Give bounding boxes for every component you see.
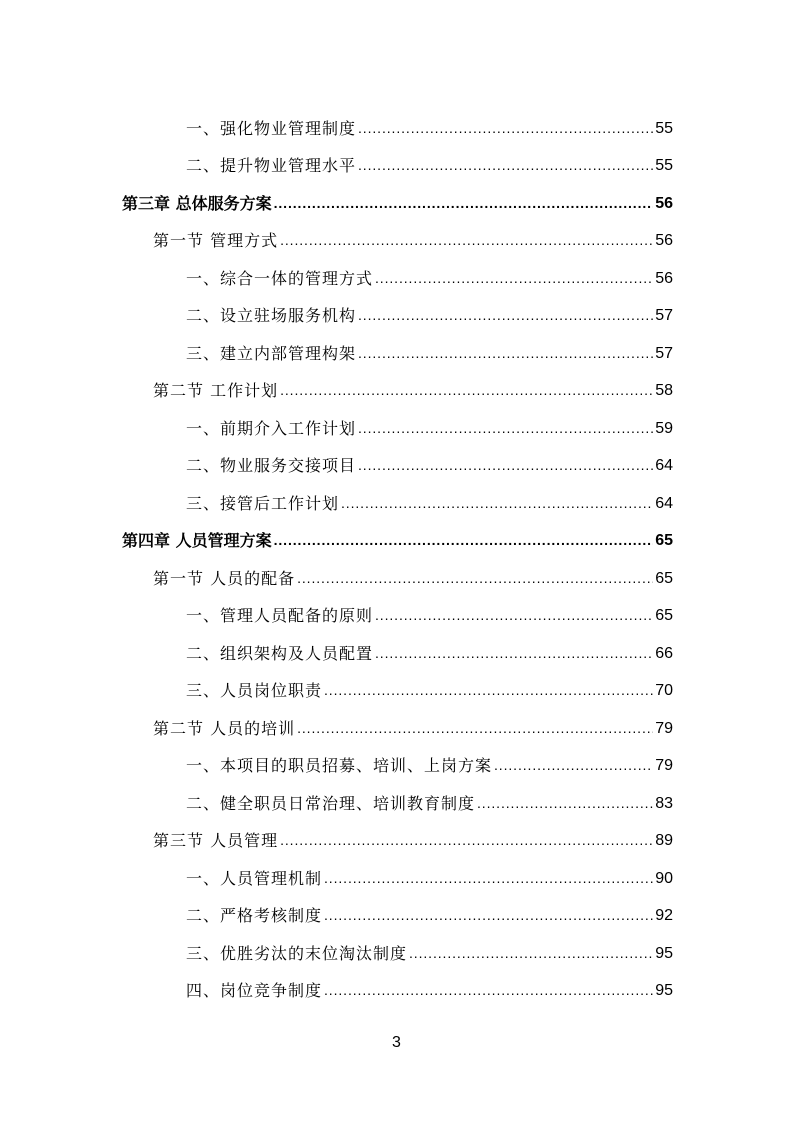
toc-entry-page: 57: [655, 344, 673, 362]
toc-entry[interactable]: [0, 590, 793, 628]
toc-entry-page: 59: [655, 419, 673, 437]
toc-chapter-entry[interactable]: [0, 177, 793, 215]
toc-entry-page: 65: [655, 532, 673, 549]
toc-entry-label: 一、本项目的职员招募、培训、上岗方案: [186, 756, 493, 775]
toc-entry-label: 第三节 人员管理: [153, 831, 279, 850]
toc-entry-page: 90: [655, 869, 673, 887]
toc-section-entry[interactable]: [0, 702, 793, 740]
toc-section-entry[interactable]: [0, 365, 793, 403]
toc-entry-page: 70: [655, 682, 673, 699]
toc-entry-page: 65: [655, 569, 673, 587]
toc-entry-page: 64: [655, 494, 673, 512]
toc-entry-page: 55: [655, 157, 673, 174]
toc-entry-label: 二、严格考核制度: [186, 906, 323, 925]
dot-leader: [324, 979, 653, 1001]
toc-entry-label: 二、设立驻场服务机构: [186, 306, 357, 325]
toc-entry[interactable]: [0, 627, 793, 665]
toc-chapter-entry[interactable]: [0, 515, 793, 553]
toc-entry-label: 一、人员管理机制: [186, 868, 323, 888]
toc-entry-page: 56: [655, 232, 673, 249]
dot-leader: [358, 117, 653, 139]
dot-leader: [280, 229, 653, 251]
dot-leader: [297, 567, 653, 589]
toc-entry-label: 二、组织架构及人员配置: [186, 643, 374, 663]
dot-leader: [280, 379, 653, 401]
toc-entry-label: 二、物业服务交接项目: [186, 456, 357, 475]
toc-entry-label: 一、管理人员配备的原则: [186, 606, 374, 625]
toc-entry-page: 55: [655, 119, 673, 137]
toc-entry-label: 三、接管后工作计划: [186, 493, 340, 513]
toc-entry-label: 四、岗位竞争制度: [186, 981, 323, 1000]
dot-leader: [324, 867, 653, 889]
toc-entry-label: 第四章 人员管理方案: [122, 531, 272, 550]
dot-leader: [358, 417, 653, 439]
toc-entry-label: 第一节 人员的配备: [153, 568, 296, 588]
toc-entry[interactable]: [0, 740, 793, 778]
toc-entry-label: 三、优胜劣汰的末位淘汰制度: [186, 943, 408, 963]
toc-section-entry[interactable]: [0, 552, 793, 590]
toc-entry-page: 95: [655, 944, 673, 962]
toc-entry-page: 79: [655, 719, 673, 737]
dot-leader: [375, 642, 653, 664]
toc-entry-label: 二、提升物业管理水平: [186, 156, 357, 175]
toc-entry-page: 83: [655, 794, 673, 812]
toc-entry-label: 一、综合一体的管理方式: [186, 268, 374, 288]
page-number: 3: [392, 1034, 401, 1051]
toc-entry-page: 58: [655, 382, 673, 399]
toc-entry-label: 三、人员岗位职责: [186, 681, 323, 700]
toc-entry[interactable]: [0, 852, 793, 890]
toc-entry-page: 89: [655, 832, 673, 849]
toc-entry-page: 56: [655, 269, 673, 287]
dot-leader: [477, 792, 653, 814]
toc-entry-label: 三、建立内部管理构架: [186, 343, 357, 363]
toc-entry[interactable]: [0, 477, 793, 515]
toc-entry[interactable]: [0, 252, 793, 290]
toc-entry-label: 一、强化物业管理制度: [186, 118, 357, 138]
dot-leader: [358, 304, 653, 326]
toc-entry[interactable]: [0, 927, 793, 965]
dot-leader: [274, 529, 654, 551]
dot-leader: [494, 754, 653, 776]
dot-leader: [409, 942, 653, 964]
toc-entry[interactable]: [0, 102, 793, 140]
toc-entry-page: 95: [655, 982, 673, 999]
toc-entry-page: 92: [655, 907, 673, 924]
toc-entry-label: 第一节 管理方式: [153, 231, 279, 250]
toc-entry-page: 57: [655, 307, 673, 324]
toc-entry[interactable]: [0, 402, 793, 440]
toc-entry-label: 一、前期介入工作计划: [186, 418, 357, 438]
toc-entry-label: 二、健全职员日常治理、培训教育制度: [186, 793, 476, 813]
toc-entry[interactable]: [0, 890, 793, 928]
toc-entry[interactable]: [0, 777, 793, 815]
toc-entry-page: 79: [655, 757, 673, 774]
toc-section-entry[interactable]: [0, 215, 793, 253]
toc-section-entry[interactable]: [0, 815, 793, 853]
dot-leader: [358, 454, 653, 476]
dot-leader: [280, 829, 653, 851]
dot-leader: [297, 717, 653, 739]
toc-entry-page: 66: [655, 644, 673, 662]
toc-entry[interactable]: [0, 665, 793, 703]
toc-entry[interactable]: [0, 440, 793, 478]
dot-leader: [358, 342, 653, 364]
toc-entry-label: 第二节 工作计划: [153, 381, 279, 400]
dot-leader: [375, 604, 653, 626]
toc-entry-label: 第二节 人员的培训: [153, 718, 296, 738]
toc-entry[interactable]: [0, 290, 793, 328]
toc-entry-page: 56: [655, 194, 673, 212]
dot-leader: [375, 267, 653, 289]
dot-leader: [324, 904, 653, 926]
dot-leader: [324, 679, 653, 701]
toc-entry[interactable]: [0, 965, 793, 1003]
dot-leader: [274, 192, 654, 214]
toc-entry-page: 64: [655, 457, 673, 474]
toc-entry-page: 65: [655, 607, 673, 624]
toc-entry[interactable]: [0, 327, 793, 365]
dot-leader: [358, 154, 653, 176]
toc-entry-label: 第三章 总体服务方案: [122, 193, 272, 213]
dot-leader: [341, 492, 653, 514]
toc-entry[interactable]: [0, 140, 793, 178]
